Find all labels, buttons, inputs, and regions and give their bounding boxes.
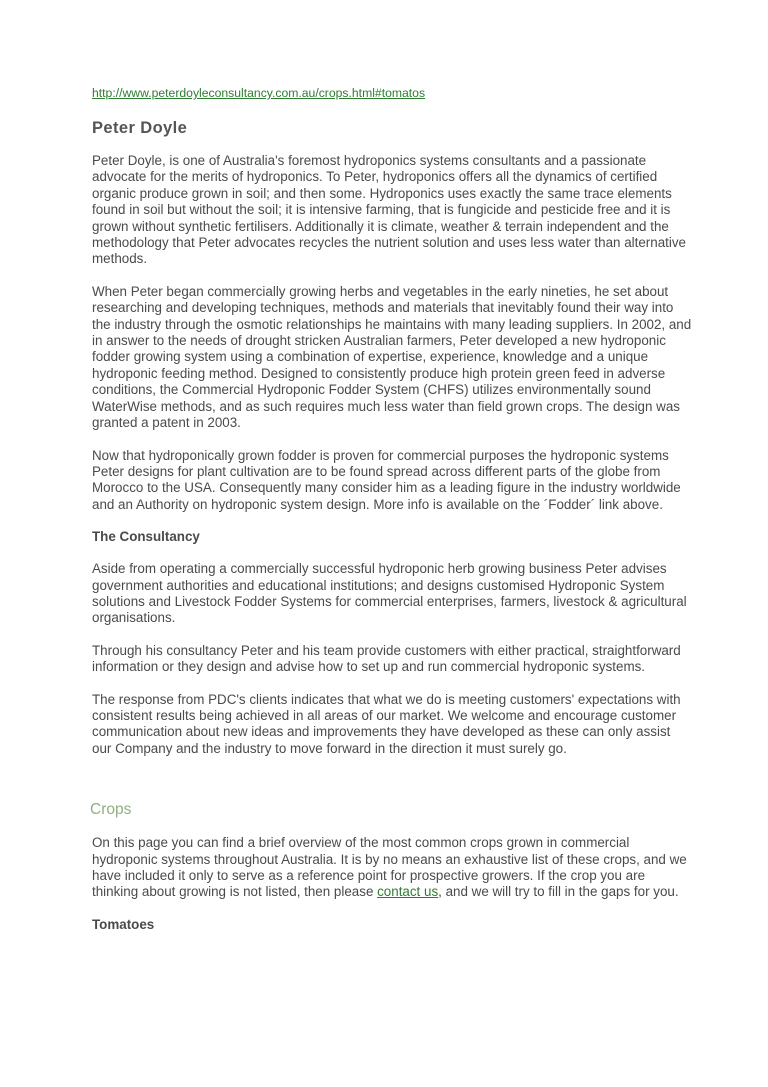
crops-intro-text-end: , and we will try to fill in the gaps for you. <box>438 884 679 900</box>
consultancy-heading: The Consultancy <box>92 529 200 545</box>
tomatoes-heading: Tomatoes <box>92 916 155 932</box>
crops-heading: Crops <box>90 801 132 819</box>
intro-paragraph-1: Peter Doyle, is one of Australia's foremost hydroponics systems consultants and a passionate advocate for the merits of hydroponics. To Peter, hydroponics offers all the dynamics of certified organic produce grown in soil; and then some. Hydroponics uses exactly the same trace elements found in soil but without the soil; it is intensive farming, that is fungicide and pesticide free and it is grown without synthetic fertilisers. Additionally it is climate, weather & terrain independent and the methodology that Peter advocates recycles the nutrient solution and uses less water than alternative methods. <box>92 153 686 267</box>
consultancy-paragraph-2: Through his consultancy Peter and his team provide customers with either practical, straightforward information or they design and advise how to set up and run commercial hydroponic systems. <box>92 642 681 675</box>
intro-paragraph-3: Now that hydroponically grown fodder is proven for commercial purposes the hydroponic systems Peter designs for plant cultivation are to be found spread across different parts of the globe from Morocco to the USA. Consequently many consider him as a leading figure in the industry worldwide and an Authority on hydroponic system design. More info is available on the ´Fodder´ link above. <box>92 447 681 512</box>
consultancy-paragraph-1: Aside from operating a commercially successful hydroponic herb growing business Peter advises government authorities and educational institutions; and designs customised Hydroponic System solutions and Livestock Fodder Systems for commercial enterprises, farmers, livestock & agricultural organisations. <box>92 561 687 626</box>
crops-intro-paragraph <box>92 835 692 901</box>
page-title: Peter Doyle <box>92 119 188 137</box>
contact-us-link[interactable]: contact us <box>377 884 439 900</box>
document-content <box>92 86 692 949</box>
source-url-link[interactable]: http://www.peterdoyleconsultancy.com.au/crops.html#tomatos <box>92 86 426 100</box>
crops-intro-text: On this page you can find a brief overview of the most common crops grown in commercial hydroponic systems throughout Australia. It is by no means an exhaustive list of these crops, and we have included it only to serve as a reference point for prospective growers. If the crop you are thinking about growing is not listed, then please <box>92 835 687 900</box>
consultancy-paragraph-3: The response from PDC's clients indicates that what we do is meeting customers' expectations with consistent results being achieved in all areas of our market. We welcome and encourage customer communication about new ideas and improvements they have developed as these can only assist our Company and the industry to move forward in the direction it must surely go. <box>92 691 681 756</box>
intro-paragraph-2: When Peter began commercially growing herbs and vegetables in the early nineties, he set about researching and developing techniques, methods and materials that inevitably found their way into the industry through the osmotic relationships he maintains with many leading suppliers. In 2002, and in answer to the needs of drought stricken Australian farmers, Peter developed a new hydroponic fodder growing system using a combination of expertise, experience, knowledge and a unique hydroponic feeding method. Designed to consistently produce high protein green feed in adverse conditions, the Commercial Hydroponic Fodder System (CHFS) utilizes environmentally sound WaterWise methods, and as such requires much less water than field grown crops. The design was granted a patent in 2003. <box>92 283 692 431</box>
